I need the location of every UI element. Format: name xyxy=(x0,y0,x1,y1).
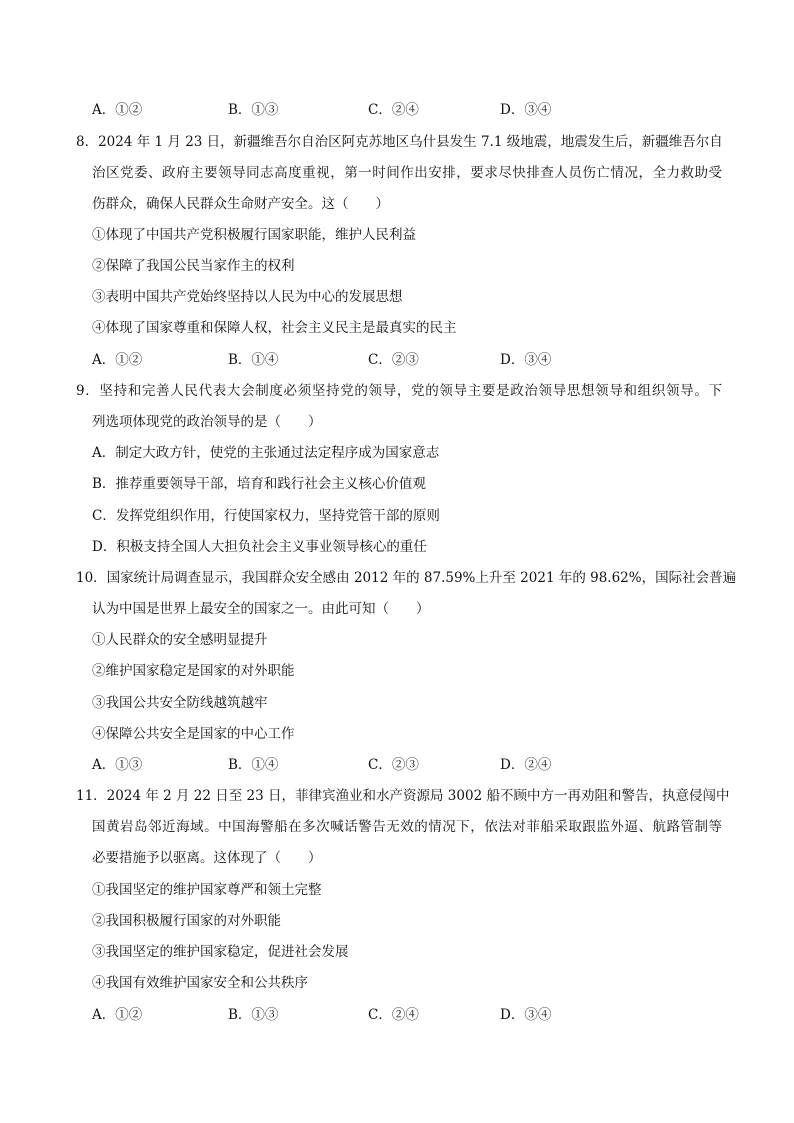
q7-option-a[interactable]: A．①② xyxy=(92,102,143,118)
q11-stem-line-2: 国黄岩岛邻近海域。中国海警船在多次喊话警告无效的情况下，依法对菲船采取跟监外逼、航路管制等 xyxy=(92,819,722,835)
q8-item-3: ③表明中国共产党始终坚持以人民为中心的发展思想 xyxy=(92,289,403,305)
q10-option-d[interactable]: D．②④ xyxy=(500,757,552,773)
q10-stem-line-2: 认为中国是世界上最安全的国家之一。由此可知（ ） xyxy=(92,601,430,617)
q10-option-b[interactable]: B．①④ xyxy=(228,757,279,773)
q10-option-c[interactable]: C．②③ xyxy=(368,757,419,773)
q9-stem-line-1: 9．坚持和完善人民代表大会制度必须坚持党的领导，党的领导主要是政治领导思想领导和组织领导。下 xyxy=(76,383,722,399)
q8-stem-line-1: 8．2024 年 1 月 23 日，新疆维吾尔自治区阿克苏地区乌什县发生 7.1 级地震，地震发生后，新疆维吾尔自 xyxy=(76,134,723,150)
q8-option-a[interactable]: A．①② xyxy=(92,352,143,368)
q10-options xyxy=(92,755,722,775)
q9-stem-line-2: 列选项体现党的政治领导的是（ ） xyxy=(92,414,322,430)
q10-option-a[interactable]: A．①③ xyxy=(92,757,143,773)
q11-options xyxy=(92,1005,722,1025)
q8-item-2: ②保障了我国公民当家作主的权利 xyxy=(92,258,295,274)
q9-option-c[interactable]: C．发挥党组织作用，行使国家权力，坚持党管干部的原则 xyxy=(92,508,440,524)
q11-item-2: ②我国积极履行国家的对外职能 xyxy=(92,913,281,929)
q10-item-2: ②维护国家稳定是国家的对外职能 xyxy=(92,663,295,679)
q11-option-a[interactable]: A．①② xyxy=(92,1007,143,1023)
q8-option-c[interactable]: C．②③ xyxy=(368,352,419,368)
q10-stem-line-1: 10．国家统计局调查显示，我国群众安全感由 2012 年的 87.59%上升至 2021 年的 98.62%，国际社会普遍 xyxy=(76,570,737,586)
q8-stem-line-2: 治区党委、政府主要领导同志高度重视，第一时间作出安排，要求尽快排查人员伤亡情况，全力救助受 xyxy=(92,165,722,181)
q10-item-4: ④保障公共安全是国家的中心工作 xyxy=(92,726,295,742)
q11-item-1: ①我国坚定的维护国家尊严和领土完整 xyxy=(92,882,322,898)
q10-item-1: ①人民群众的安全感明显提升 xyxy=(92,632,268,648)
q8-stem-line-3: 伤群众，确保人民群众生命财产安全。这（ ） xyxy=(92,196,389,212)
q7-options xyxy=(92,100,722,120)
q8-item-1: ①体现了中国共产党积极履行国家职能，维护人民利益 xyxy=(92,227,416,243)
q11-stem-line-3: 必要措施予以驱离。这体现了（ ） xyxy=(92,850,322,866)
q9-option-b[interactable]: B．推荐重要领导干部，培育和践行社会主义核心价值观 xyxy=(92,476,426,492)
q11-option-d[interactable]: D．③④ xyxy=(500,1007,552,1023)
q9-option-a[interactable]: A．制定大政方针，使党的主张通过法定程序成为国家意志 xyxy=(92,445,440,461)
q8-options xyxy=(92,350,722,370)
q11-item-4: ④我国有效维护国家安全和公共秩序 xyxy=(92,975,308,991)
q10-item-3: ③我国公共安全防线越筑越牢 xyxy=(92,695,268,711)
q7-option-c[interactable]: C．②④ xyxy=(368,102,419,118)
q11-option-b[interactable]: B．①③ xyxy=(228,1007,279,1023)
q11-stem-line-1: 11．2024 年 2 月 22 日至 23 日，菲律宾渔业和水产资源局 3002 船不顾中方一再劝阻和警告，执意侵闯中 xyxy=(76,788,730,804)
q8-option-b[interactable]: B．①④ xyxy=(228,352,279,368)
q8-option-d[interactable]: D．③④ xyxy=(500,352,552,368)
q11-option-c[interactable]: C．②④ xyxy=(368,1007,419,1023)
q11-item-3: ③我国坚定的维护国家稳定，促进社会发展 xyxy=(92,944,349,960)
q7-option-d[interactable]: D．③④ xyxy=(500,102,552,118)
q7-option-b[interactable]: B．①③ xyxy=(228,102,279,118)
q9-option-d[interactable]: D．积极支持全国人大担负社会主义事业领导核心的重任 xyxy=(92,539,427,555)
q8-item-4: ④体现了国家尊重和保障人权，社会主义民主是最真实的民主 xyxy=(92,320,457,336)
